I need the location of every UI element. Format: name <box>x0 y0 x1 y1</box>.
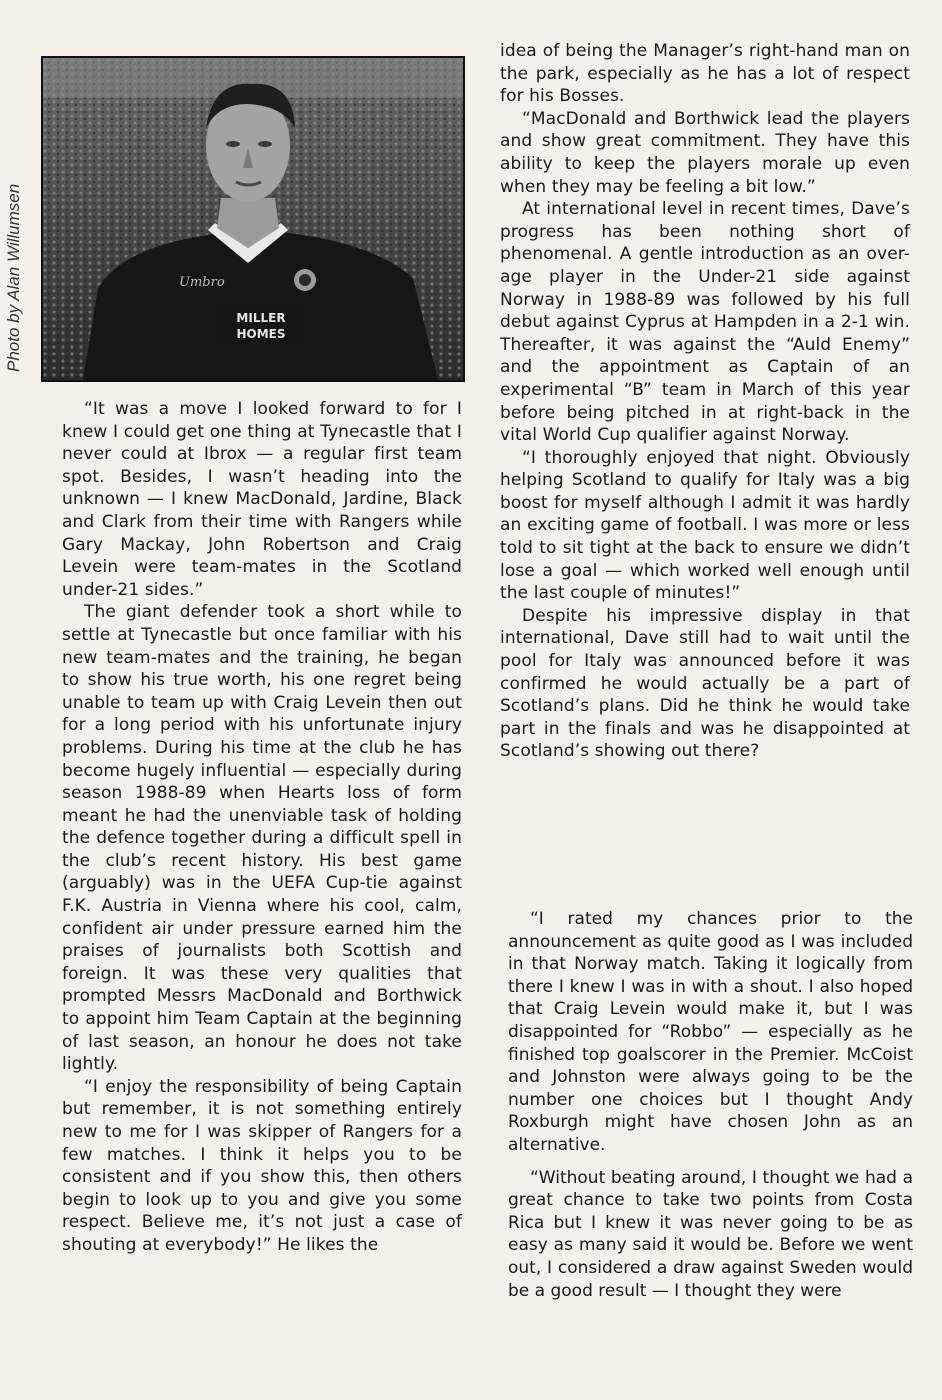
right-text-column-lower <box>508 908 913 1302</box>
shirt-sponsor-logo <box>215 306 307 344</box>
paragraph: The giant defender took a short while to settle at Tynecastle but once familiar with his new team-mates and the training, he began to show his true worth, his one regret being unable to team up with Craig Levein then out for a long period with his unfortunate injury problems. During his time at the club he has become hugely influential — especially during season 1988-89 when Hearts loss of form meant he had the unenviable task of holding the defence together during a difficult spell in the club’s recent history. His best game (arguably) was in the UEFA Cup-tie against F.K. Austria in Vienna where his cool, calm, confident air under pressure earned him the praises of journalists both Scottish and foreign. It was these very qualities that prompted Messrs MacDonald and Borthwick to appoint him Team Captain at the beginning of last season, an honour he does not take lightly. <box>62 602 462 1075</box>
paragraph: At international level in recent times, Dave’s progress has been nothing short of phenomenal. A gentle introduction as an over-age player in the Under-21 side against Norway in 1988-89 was followed by his full debut against Cyprus at Hampden in a 2-1 win. Thereafter, it was against the “Auld Enemy” and the appointment as Captain of an experimental “B” team in March of this year before being pitched in at right-back in the vital World Cup qualifier against Norway. <box>500 199 910 446</box>
svg-text:Umbro: Umbro <box>179 275 225 290</box>
paragraph: idea of being the Manager’s right-hand man on the park, especially as he has a lot of respect for his Bosses. <box>500 41 910 107</box>
left-text-column <box>62 398 462 1257</box>
photo-credit: Photo by Alan Willumsen <box>4 183 23 372</box>
svg-text:HOMES: HOMES <box>236 327 286 341</box>
paragraph: “It was a move I looked forward to for I knew I could get one thing at Tynecastle that I never could at Ibrox — a regular first team spot. Besides, I wasn’t heading into the unknown — I knew MacDonald, Jardine, Black and Clark from their time with Rangers while Gary Mackay, John Robertson and Craig Levein were team-mates in the Scotland under-21 sides.” <box>62 399 462 600</box>
player-photo <box>41 56 465 382</box>
paragraph: “I rated my chances prior to the announcement as quite good as I was included in that Norway match. Taking it logically from there I knew I was in with a shout. I also hoped that Craig Levein would make it, but I was disappointed for “Robbo” — especially as he finished top goalscorer in the Premier. McCoist and Johnston were always going to be the number one choices but I thought Andy Roxburgh might have chosen John as an alternative. <box>508 909 913 1155</box>
paragraph: “MacDonald and Borthwick lead the players and show great commitment. They have this ability to keep the players morale up even when they may be feeling a bit low.” <box>500 108 910 197</box>
paragraph: Despite his impressive display in that international, Dave still had to wait until the pool for Italy was announced before it was confirmed he would actually be a part of Scotland’s plans. Did he think he would take part in the finals and was he disappointed at Scotland’s showing out there? <box>500 605 910 762</box>
right-text-column <box>500 40 910 763</box>
paragraph: “I enjoy the responsibility of being Captain but remember, it is not something entirely new to me for I was skipper of Rangers for a few matches. I think it helps you to be consistent and if you show this, then others begin to look up to you and give you some respect. Believe me, it’s not just a case of shouting at everybody!” He likes the <box>62 1076 462 1255</box>
paragraph: “Without beating around, I thought we had a great chance to take two points from Costa Rica but I knew it was never going to be as easy as many said it would be. Before we went out, I considered a draw against Sweden would be a good result — I thought they were <box>508 1167 913 1301</box>
paragraph: “I thoroughly enjoyed that night. Obviously helping Scotland to qualify for Italy was a big boost for myself although I admit it was hardly an exciting game of football. I was more or less told to sit tight at the back to ensure we didn’t lose a goal — which worked well enough until the last couple of minutes!” <box>500 447 910 604</box>
svg-text:MILLER: MILLER <box>236 311 286 325</box>
